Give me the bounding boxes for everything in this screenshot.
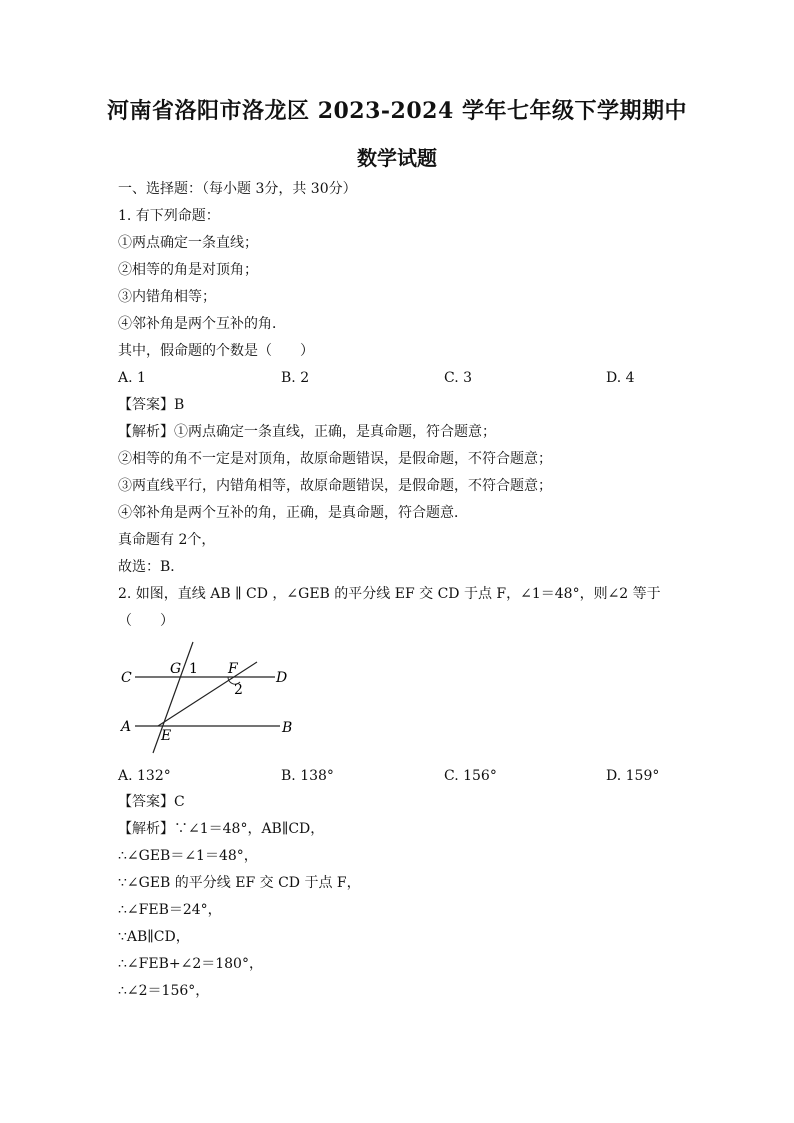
q2-analysis-7: ∴∠2＝156°， xyxy=(118,983,210,999)
q2-analysis-3: ∵∠GEB 的平分线 EF 交 CD 于点 F， xyxy=(118,875,361,891)
q1-analysis-1: 【解析】①两点确定一条直线，正确，是真命题，符合题意； xyxy=(118,424,496,440)
geometry-figure xyxy=(110,636,310,760)
line-ge xyxy=(153,642,193,753)
q2-stem: 2. 如图，直线 AB ∥ CD ，∠GEB 的平分线 EF 交 CD 于点 F，∠1＝48°，则∠2 等于 xyxy=(118,586,661,602)
document-title: 河南省洛阳市洛龙区 2023-2024 学年七年级下学期期中 xyxy=(107,98,687,124)
label-g: G xyxy=(170,661,182,677)
q1-analysis-6: 故选：B． xyxy=(118,559,185,575)
q1-answer: 【答案】B xyxy=(118,397,185,413)
q1-analysis-2: ②相等的角不一定是对顶角，故原命题错误，是假命题，不符合题意； xyxy=(118,451,552,467)
label-e: E xyxy=(161,728,172,744)
q2-analysis-4: ∴∠FEB＝24°， xyxy=(118,902,222,918)
label-a: A xyxy=(121,719,132,735)
q1-analysis-3: ③两直线平行，内错角相等，故原命题错误，是假命题，不符合题意； xyxy=(118,478,552,494)
label-f: F xyxy=(228,661,238,677)
q2-answer: 【答案】C xyxy=(118,794,185,810)
label-b: B xyxy=(282,720,293,736)
q2-option-d: D. 159° xyxy=(606,768,660,784)
q1-option-b: B. 2 xyxy=(281,370,310,386)
section-heading: 一、选择题：（每小题 3分，共 30分） xyxy=(118,181,357,197)
q2-stem-cont: （ ） xyxy=(118,613,174,629)
q2-option-c: C. 156° xyxy=(444,768,497,784)
q1-prompt: 其中，假命题的个数是（ ） xyxy=(118,343,314,359)
q1-analysis-5: 真命题有 2个， xyxy=(118,532,216,548)
label-d: D xyxy=(276,670,288,686)
q2-analysis-1: 【解析】∵∠1＝48°，AB∥CD， xyxy=(118,821,325,837)
q2-analysis-5: ∵AB∥CD， xyxy=(118,929,190,945)
label-2: 2 xyxy=(234,682,243,698)
q1-item-4: ④邻补角是两个互补的角． xyxy=(118,316,286,332)
label-c: C xyxy=(121,670,132,686)
q1-item-2: ②相等的角是对顶角； xyxy=(118,262,258,278)
q1-option-a: A. 1 xyxy=(118,370,146,386)
q1-item-1: ①两点确定一条直线； xyxy=(118,235,258,251)
label-1: 1 xyxy=(189,661,198,677)
q2-analysis-6: ∴∠FEB+∠2＝180°， xyxy=(118,956,263,972)
q1-option-d: D. 4 xyxy=(606,370,635,386)
q1-analysis-4: ④邻补角是两个互补的角，正确，是真命题，符合题意． xyxy=(118,505,468,521)
document-subtitle: 数学试题 xyxy=(357,146,437,170)
q1-stem: 1. 有下列命题： xyxy=(118,208,220,224)
q1-option-c: C. 3 xyxy=(444,370,473,386)
q2-option-b: B. 138° xyxy=(281,768,334,784)
q2-analysis-2: ∴∠GEB＝∠1＝48°， xyxy=(118,848,258,864)
q1-item-3: ③内错角相等； xyxy=(118,289,216,305)
q2-option-a: A. 132° xyxy=(118,768,171,784)
